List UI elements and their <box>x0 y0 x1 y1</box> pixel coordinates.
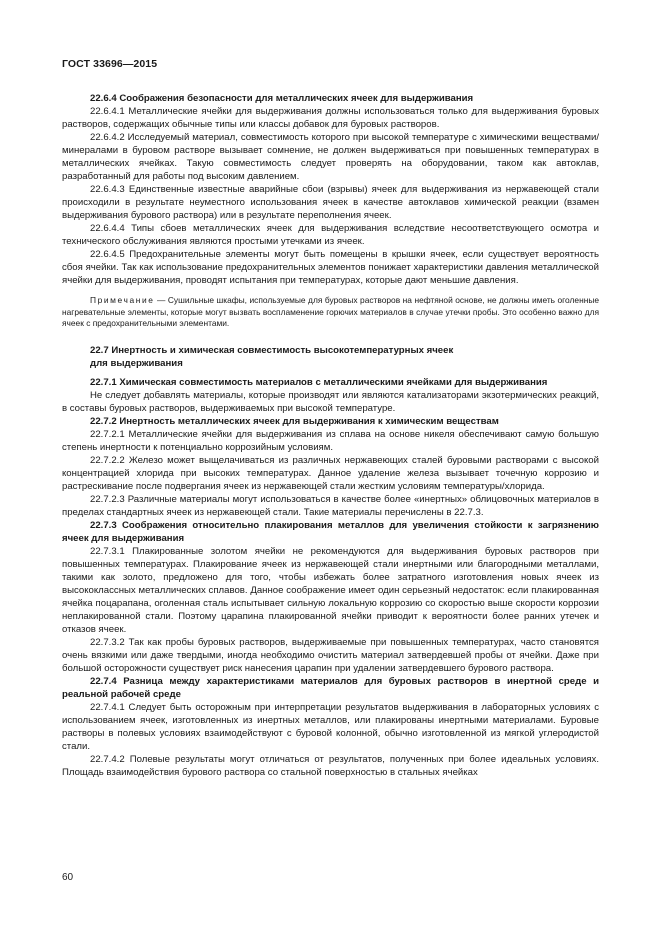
section-22-7-1-title: 22.7.1 Химическая совместимость материалов с металлическими ячейками для выдерживания <box>90 376 548 388</box>
note <box>62 295 599 330</box>
standard-header: ГОСТ 33696—2015 <box>62 58 158 70</box>
paragraph-22-7-2-2: 22.7.2.2 Железо может выщелачиваться из различных нержавеющих сталей буровыми растворами с высокой концентрацией хлорида при высоких температурах. Данное удаление железа вызывает точечную коррозию и растрескивание после подвергания ячеек из нержавеющей стали жестким условиям температуры/хлорида. <box>62 454 599 492</box>
paragraph-22-7-3-2: 22.7.3.2 Так как пробы буровых растворов, выдерживаемые при повышенных температурах, часто становятся очень вязкими или даже твердыми, иногда необходимо очистить материал затвердевшей пробы от ячейки. Даже при большой осторожности существует риск нанесения царапин при удалении затвердевшего бурового раствора. <box>62 636 599 674</box>
paragraph-22-6-4-4: 22.6.4.4 Типы сбоев металлических ячеек для выдерживания вследствие несоответствующего осмотра и технического обслуживания являются простыми утечками из ячеек. <box>62 223 599 247</box>
page-number: 60 <box>62 872 74 883</box>
paragraph-22-6-4-3: 22.6.4.3 Единственные известные аварийные сбои (взрывы) ячеек для выдерживания из нержавеющей стали происходили в результате неуместного использования ячеек в качестве автоклавов химической реакции (взамен выдерживания бурового раствора) или в результате переполнения ячеек. <box>62 184 599 221</box>
document-body <box>62 92 599 779</box>
paragraph-22-6-4-5: 22.6.4.5 Предохранительные элементы могут быть помещены в крышки ячеек, если существует вероятность сбоя ячейки. Так как использование предохранительных элементов понижает характеристики давления металлической ячейки для выдерживания, проводят испытания при температурах, которые дают меньшие давления. <box>62 249 599 286</box>
paragraph-22-7-1: Не следует добавлять материалы, которые производят или являются катализаторами экзотермических реакций, в составы буровых растворов, выдерживаемых при высокой температуре. <box>62 389 599 414</box>
section-22-7-2-title: 22.7.2 Инертность металлических ячеек для выдерживания к химическим веществам <box>90 415 499 427</box>
note-label: Примечание <box>90 295 155 305</box>
section-22-6-4-title: 22.6.4 Соображения безопасности для металлических ячеек для выдерживания <box>90 93 474 104</box>
section-22-7-title-line1: 22.7 Инертность и химическая совместимость высокотемпературных ячеек <box>90 344 454 356</box>
paragraph-22-7-3-1: 22.7.3.1 Плакированные золотом ячейки не рекомендуются для выдерживания буровых растворов при повышенных температурах. Плакирование ячеек из нержавеющей стали инертными или благородными металлами, такими как золото, предложено для того, чтобы избежать более затратного изготовления новых ячеек из высококлассных металлических сплавов. Данное соображение имеет один серьезный недостаток: если плакированная ячейка поцарапана, оголенная сталь испытывает сильную локальную коррозию со скоростью выше скорости коррозии неплакированной стали. Поэтому царапина плакированной ячейки приводит к вероятности более ранних утечек и отказов ячеек. <box>62 545 599 635</box>
paragraph-22-7-4-1: 22.7.4.1 Следует быть осторожным при интерпретации результатов выдерживания в лабораторных условиях с использованием ячеек, изготовленных из инертных металлов, или плакированы инертными материалами. Буровые растворы в полевых условиях взаимодействуют с буровой колонной, обычно изготовленной из мягкой углеродистой стали. <box>62 701 599 752</box>
paragraph-22-6-4-1: 22.6.4.1 Металлические ячейки для выдерживания должны использоваться только для выдерживания буровых растворов, содержащих обычные типы или классы добавок для буровых растворов. <box>62 106 599 130</box>
section-22-7-4-title: 22.7.4 Разница между характеристиками материалов для буровых растворов в инертной среде и реальной рабочей среде <box>62 675 599 700</box>
paragraph-22-6-4-2: 22.6.4.2 Исследуемый материал, совместимость которого при высокой температуре с химическими веществами/минералами в буровом растворе вызывает сомнение, не должен выдерживаться при повышенных температурах в металлических ячейках. Такую совместимость следует проверять на оборудовании, таком как автоклав, разработанный для работы под высоким давлением. <box>62 132 599 182</box>
paragraph-22-7-4-2: 22.7.4.2 Полевые результаты могут отличаться от результатов, полученных при более идеальных условиях. Площадь взаимодействия бурового раствора со стальной поверхностью в стальных ячейках <box>62 753 599 778</box>
section-22-7-title-line2: для выдерживания <box>90 357 183 369</box>
paragraph-22-7-2-3: 22.7.2.3 Различные материалы могут использоваться в качестве более «инертных» облицовочных материалов в пределах стандартных ячеек из нержавеющей стали. Такие материалы перечислены в 22.7.3. <box>62 493 599 518</box>
note-text: — Сушильные шкафы, используемые для буровых растворов на нефтяной основе, не должны иметь оголенные нагревательные элементы, которые могут вызвать воспламенение горючих материалов в случае утечки пробы. Это особенно важно для ячеек с предохранительными элементами. <box>62 295 599 329</box>
section-22-7-3-title: 22.7.3 Соображения относительно плакирования металлов для увеличения стойкости к загрязнению ячеек для выдерживания <box>62 519 599 544</box>
paragraph-22-7-2-1: 22.7.2.1 Металлические ячейки для выдерживания из сплава на основе никеля обеспечивают самую большую степень инертности к потенциально коррозийным условиям. <box>62 428 599 453</box>
